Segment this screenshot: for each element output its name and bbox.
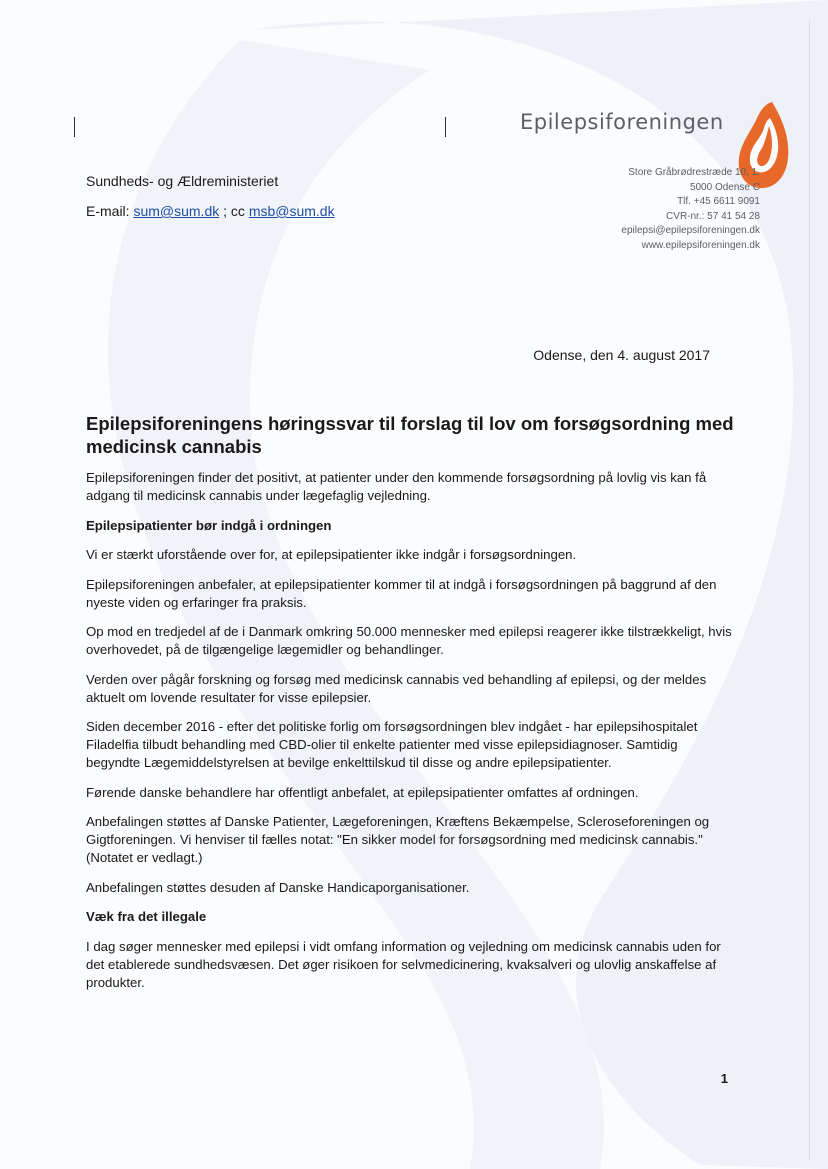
paragraph: Vi er stærkt uforstående over for, at epilepsipatienter ikke indgår i forsøgsordningen.	[86, 547, 577, 562]
email-label: E-mail:	[86, 203, 130, 219]
paragraph: Anbefalingen støttes desuden af Danske Handicaporganisationer.	[86, 879, 470, 895]
letter-body	[86, 469, 732, 1003]
address-street: Store Gråbrødrestræde 10, 1.	[628, 167, 760, 178]
letter-title: Epilepsiforeningens høringssvar til forslag til lov om forsøgsordning med medicinsk cannabis	[86, 413, 734, 457]
fold-mark-center	[445, 117, 446, 137]
paragraph-intro: Epilepsiforeningen finder det positivt, at patienter under den kommende forsøgsordning på lovlig vis kan få adgang til medicinsk cannabis under lægefaglig vejledning.	[86, 470, 707, 503]
address-email: epilepsi@epilepsiforeningen.dk	[621, 225, 760, 237]
paragraph: Epilepsiforeningen anbefaler, at epilepsipatienter kommer til at indgå i forsøgsordningen på baggrund af den nyeste viden og erfaringer fra praksis.	[86, 576, 717, 610]
recipient-email-line	[86, 196, 335, 226]
recipient-name: Sundheds- og Ældreministeriet	[86, 173, 279, 189]
dateline: Odense, den 4. august 2017	[533, 347, 710, 363]
paragraph: Siden december 2016 - efter det politiske forlig om forsøgsordningen blev indgået - har epilepsihospitalet Filadelfia tilbudt behandling med CBD-olier til enkelte patienter med visse epilepsidiagnoser. Samtidig begyndte Lægemiddelstyrelsen at bevilge enkelttilskud til disse og andre epilepsipatienter.	[86, 719, 698, 770]
sender-address	[621, 166, 760, 254]
page-number: 1	[720, 1071, 728, 1086]
address-city: 5000 Odense C	[689, 181, 760, 193]
page-edge	[809, 20, 810, 1160]
cc-label: ; cc	[223, 203, 245, 219]
recipient-block	[86, 166, 335, 226]
section-heading: Epilepsipatienter bør indgå i ordningen	[86, 517, 332, 533]
paragraph: Førende danske behandlere har offentligt anbefalet, at epilepsipatienter omfattes af ordningen.	[86, 784, 639, 800]
paragraph: Anbefalingen støttes af Danske Patienter, Lægeforeningen, Kræftens Bekæmpelse, Scleroseforeningen og Gigtforeningen. Vi henviser til fælles notat: "En sikker model for forsøgsordning med medicinsk cannabis." (Notatet er vedlagt.)	[86, 814, 710, 865]
recipient-email-link[interactable]: sum@sum.dk	[133, 203, 220, 219]
paragraph: Op mod en tredjedel af de i Danmark omkring 50.000 mennesker med epilepsi reagerer ikke tilstrækkeligt, hvis overhovedet, på de tilgængelige lægemidler og behandlinger.	[86, 624, 732, 657]
address-phone: Tlf. +45 6611 9091	[677, 196, 760, 208]
fold-mark-left	[74, 117, 75, 137]
cc-email-link[interactable]: msb@sum.dk	[248, 203, 335, 219]
address-web: www.epilepsiforeningen.dk	[641, 239, 760, 251]
address-cvr: CVR-nr.: 57 41 54 28	[666, 210, 760, 222]
paragraph: Verden over pågår forskning og forsøg med medicinsk cannabis ved behandling af epilepsi, og der meldes aktuelt om lovende resultater for visse epilepsier.	[86, 671, 707, 705]
organization-name: Epilepsiforeningen	[520, 110, 724, 134]
section-heading: Væk fra det illegale	[86, 909, 207, 924]
paragraph: I dag søger mennesker med epilepsi i vidt omfang information og vejledning om medicinsk cannabis uden for det etablerede sundhedsvæsen. Det øger risikoen for selvmedicinering, kvaksalveri og ulovlig anskaffelse af produkter.	[86, 938, 721, 990]
